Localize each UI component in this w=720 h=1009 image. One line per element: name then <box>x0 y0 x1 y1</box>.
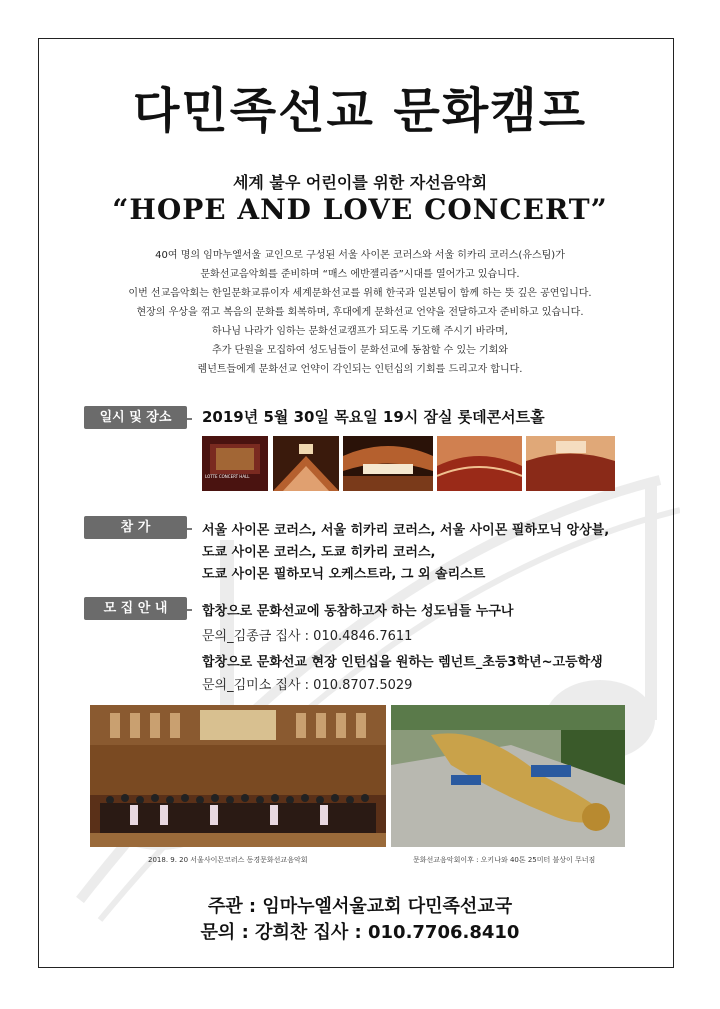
participants-label: 참 가 <box>84 516 187 539</box>
photo-caption-left: 2018. 9. 20 서울사이몬코러스 동경문화선교음악회 <box>148 856 308 864</box>
hall-thumbnail-text: LOTTE CONCERT HALL <box>205 474 250 479</box>
intro-line: 이번 선교음악회는 한일문화교류이자 세계문화선교를 위해 한국과 일본팀이 함께 하는 뜻 깊은 공연입니다. <box>128 288 592 299</box>
participants-line: 서울 사이몬 코러스, 서울 히카리 코러스, 서울 사이몬 필하모닉 앙상블, <box>202 523 610 538</box>
hall-thumbnail-seats <box>437 436 522 491</box>
recruit-item: 합창으로 문화선교에 동참하고자 하는 성도님들 누구나 <box>202 604 514 619</box>
recruit-item: 합창으로 문화선교 현장 인턴십을 원하는 렘넌트_초등3학년~고등학생 <box>202 655 603 670</box>
intro-line: 하나님 나라가 임하는 문화선교캠프가 되도록 기도해 주시기 바라며, <box>212 326 508 337</box>
intro-line: 문화선교음악회를 준비하며 “매스 에반젤리즘”시대를 열어가고 있습니다. <box>200 269 520 280</box>
recruit-label: 모 집 안 내 <box>84 597 187 620</box>
hall-thumbnail-balcony <box>526 436 615 491</box>
recruit-contact: 문의_김종금 집사 : 010.4846.7611 <box>202 629 413 644</box>
intro-line: 40여 명의 임마누엘서울 교인으로 구성된 서울 사이몬 코러스와 서울 히카리 코러스(유스팀)가 <box>155 250 565 261</box>
schedule-value: 2019년 5월 30일 목요일 19시 잠실 롯데콘서트홀 <box>202 408 545 426</box>
hall-thumbnail-interior <box>273 436 339 491</box>
intro-line: 현장의 우상을 꺾고 복음의 문화를 회복하며, 후대에게 문화선교 언약을 전달하고자 준비하고 있습니다. <box>136 307 584 318</box>
photo-caption-right: 문화선교음악회이후 : 오키나와 40톤 25미터 불상이 무너짐 <box>413 856 596 864</box>
intro-line: 렘넌트들에게 문화선교 언약이 각인되는 인턴십의 기회를 드리고자 합니다. <box>197 364 523 375</box>
schedule-label: 일시 및 장소 <box>84 406 187 429</box>
poster-subtitle: 세계 불우 어린이를 위한 자선음악회 <box>232 173 488 192</box>
poster-title: 다민족선교 문화캠프 <box>132 83 588 139</box>
participants-line: 도쿄 사이몬 코러스, 도쿄 히카리 코러스, <box>202 545 436 560</box>
intro-line: 추가 단원을 모집하여 성도님들이 문화선교에 동참할 수 있는 기회와 <box>212 345 508 356</box>
fallen-buddha-statue-photo <box>391 705 625 847</box>
hall-thumbnail-stage <box>343 436 433 491</box>
hall-thumbnail-exterior <box>202 436 268 491</box>
footer-host: 주관 : 임마누엘서울교회 다민족선교국 <box>207 896 513 917</box>
participants-line: 도쿄 사이몬 필하모닉 오케스트라, 그 외 솔리스트 <box>202 567 486 582</box>
choir-photo <box>90 705 386 847</box>
concert-name: “HOPE AND LOVE CONCERT” <box>112 193 608 226</box>
intro-paragraph <box>80 246 640 379</box>
footer-contact: 문의 : 강희찬 집사 : 010.7706.8410 <box>200 922 520 943</box>
recruit-contact: 문의_김미소 집사 : 010.8707.5029 <box>202 678 413 693</box>
